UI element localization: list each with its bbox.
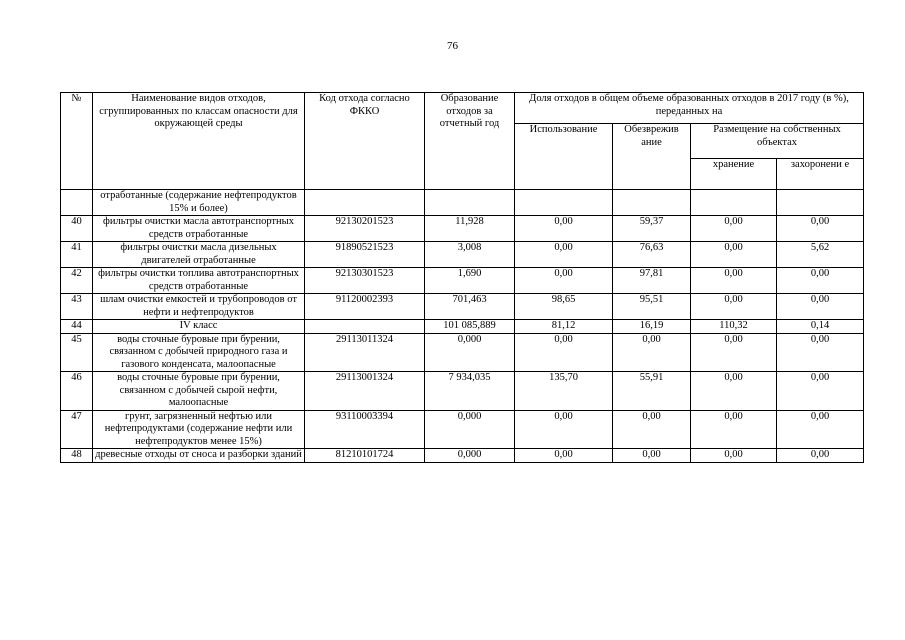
cell-name: грунт, загрязненный нефтью или нефтепродуктами (содержание нефти или нефтепродуктов менее 15%) [93,410,305,449]
cell-use: 81,12 [515,320,613,334]
cell-name: воды сточные буровые при бурении, связанном с добычей сырой нефти, малоопасные [93,372,305,411]
cell-burial: 5,62 [777,242,864,268]
cell-formed: 0,000 [425,449,515,463]
table-row [61,216,864,242]
table-row [61,320,864,334]
cell-use: 0,00 [515,333,613,372]
cell-num: 46 [61,372,93,411]
cell-use: 0,00 [515,449,613,463]
cell-code [305,190,425,216]
cell-num: 41 [61,242,93,268]
cell-code: 93110003394 [305,410,425,449]
cell-formed [425,190,515,216]
table-row [61,449,864,463]
cell-use: 0,00 [515,216,613,242]
cell-neutral: 0,00 [613,333,691,372]
cell-num: 47 [61,410,93,449]
cell-burial: 0,00 [777,449,864,463]
cell-code: 92130201523 [305,216,425,242]
cell-neutral: 55,91 [613,372,691,411]
cell-storage: 0,00 [691,294,777,320]
cell-storage: 0,00 [691,449,777,463]
cell-neutral: 59,37 [613,216,691,242]
header-placement: Размещение на собственных объектах [691,124,864,159]
table-row [61,294,864,320]
cell-name: фильтры очистки масла автотранспортных средств отработанные [93,216,305,242]
cell-formed: 0,000 [425,410,515,449]
cell-burial: 0,00 [777,372,864,411]
waste-table [60,92,864,463]
page-number: 76 [447,40,458,52]
cell-burial: 0,14 [777,320,864,334]
cell-use: 0,00 [515,268,613,294]
header-use: Использование [515,124,613,190]
cell-formed: 701,463 [425,294,515,320]
cell-storage: 0,00 [691,242,777,268]
cell-code [305,320,425,334]
cell-num: 45 [61,333,93,372]
cell-num: 40 [61,216,93,242]
cell-neutral: 76,63 [613,242,691,268]
header-code: Код отхода согласно ФККО [305,93,425,190]
cell-burial: 0,00 [777,268,864,294]
cell-neutral [613,190,691,216]
cell-formed: 3,008 [425,242,515,268]
table-row [61,372,864,411]
cell-num: 44 [61,320,93,334]
cell-num [61,190,93,216]
cell-storage: 0,00 [691,333,777,372]
cell-storage [691,190,777,216]
cell-formed: 1,690 [425,268,515,294]
cell-storage: 110,32 [691,320,777,334]
table-row [61,268,864,294]
cell-code: 29113011324 [305,333,425,372]
cell-use: 0,00 [515,242,613,268]
cell-code: 91120002393 [305,294,425,320]
cell-burial: 0,00 [777,294,864,320]
cell-use: 135,70 [515,372,613,411]
cell-storage: 0,00 [691,268,777,294]
table-row [61,410,864,449]
cell-neutral: 0,00 [613,410,691,449]
cell-code: 81210101724 [305,449,425,463]
table-row [61,242,864,268]
cell-neutral: 95,51 [613,294,691,320]
cell-use: 98,65 [515,294,613,320]
cell-neutral: 16,19 [613,320,691,334]
cell-num: 42 [61,268,93,294]
header-formed: Образование отходов за отчетный год [425,93,515,190]
cell-name: шлам очистки емкостей и трубопроводов от нефти и нефтепродуктов [93,294,305,320]
header-name: Наименование видов отходов, сгруппированных по классам опасности для окружающей среды [93,93,305,190]
cell-storage: 0,00 [691,372,777,411]
cell-code: 92130301523 [305,268,425,294]
cell-name: воды сточные буровые при бурении, связанном с добычей природного газа и газового конденсата, малоопасные [93,333,305,372]
cell-neutral: 0,00 [613,449,691,463]
cell-name: древесные отходы от сноса и разборки зданий [93,449,305,463]
cell-neutral: 97,81 [613,268,691,294]
cell-use: 0,00 [515,410,613,449]
cell-name: фильтры очистки топлива автотранспортных средств отработанные [93,268,305,294]
table-row [61,190,864,216]
cell-code: 29113001324 [305,372,425,411]
cell-storage: 0,00 [691,216,777,242]
cell-burial [777,190,864,216]
cell-burial: 0,00 [777,333,864,372]
header-share: Доля отходов в общем объеме образованных отходов в 2017 году (в %), переданных на [515,93,864,124]
cell-storage: 0,00 [691,410,777,449]
cell-num: 48 [61,449,93,463]
header-num: № [61,93,93,190]
cell-formed: 11,928 [425,216,515,242]
table-row [61,333,864,372]
cell-formed: 7 934,035 [425,372,515,411]
cell-code: 91890521523 [305,242,425,268]
cell-name: фильтры очистки масла дизельных двигателей отработанные [93,242,305,268]
header-storage: хранение [691,159,777,190]
cell-num: 43 [61,294,93,320]
header-neutral: Обезврежив ание [613,124,691,190]
cell-burial: 0,00 [777,410,864,449]
cell-formed: 0,000 [425,333,515,372]
cell-name: IV класс [93,320,305,334]
cell-use [515,190,613,216]
cell-burial: 0,00 [777,216,864,242]
cell-name: отработанные (содержание нефтепродуктов 15% и более) [93,190,305,216]
cell-formed: 101 085,889 [425,320,515,334]
header-burial: захоронени е [777,159,864,190]
